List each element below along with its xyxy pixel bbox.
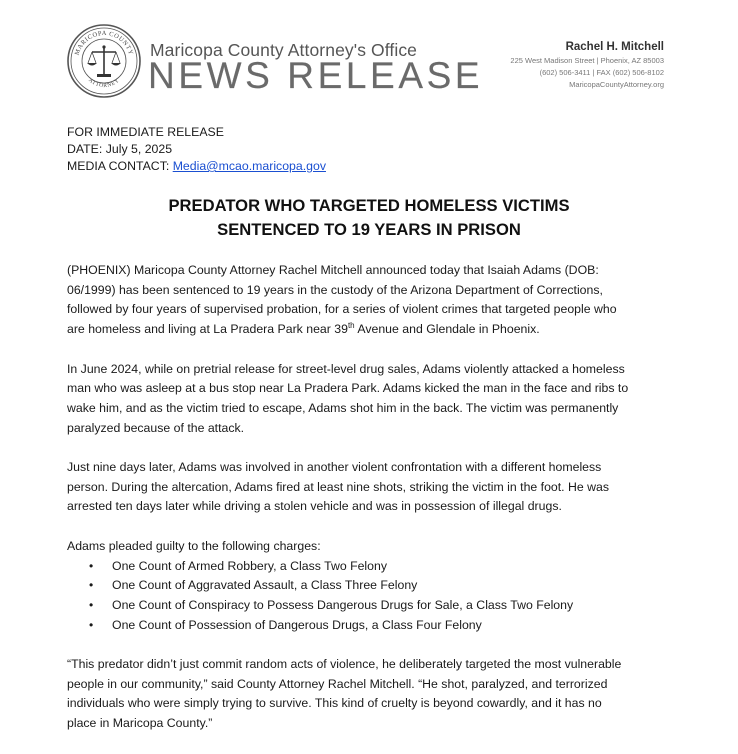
bullet-icon: • [89,558,94,573]
p3-line-3: arrested ten days later while driving a stolen vehicle and was in possession of illegal drugs. [67,499,562,514]
release-meta [67,124,326,175]
headline-line-1: PREDATOR WHO TARGETED HOMELESS VICTIMS [168,196,570,215]
office-contact-block [510,40,664,91]
article-body [67,261,677,754]
p3-line-2: person. During the altercation, Adams fired at least nine shots, striking the victim in the foot. He was [67,479,610,494]
p1-line-1: (PHOENIX) Maricopa County Attorney Rachel Mitchell announced today that Isaiah Adams (DOB: [67,263,599,277]
office-phone-fax: (602) 506-3411 | FAX (602) 506-8102 [539,68,664,77]
quote-line-2: people in our community,” said County Attorney Rachel Mitchell. “He shot, paralyzed, and terrorized [67,676,608,691]
p2-line-1: In June 2024, while on pretrial release for street-level drug sales, Adams violently attacked a homeless [67,361,625,376]
immediate-release-line: FOR IMMEDIATE RELEASE [67,125,224,139]
media-contact-email-link[interactable]: Media@mcao.maricopa.gov [172,159,326,173]
list-item [67,596,677,616]
seal-bottom-text: ATTORNEY [87,77,121,90]
date-value: July 5, 2025 [105,142,173,156]
charge-text: One Count of Possession of Dangerous Drugs, a Class Four Felony [112,617,482,632]
ordinal-suffix: th [347,321,355,331]
p3-line-1: Just nine days later, Adams was involved in another violent confrontation with a different homeless [67,460,602,474]
charge-text: One Count of Conspiracy to Possess Dangerous Drugs for Sale, a Class Two Felony [112,597,574,612]
letterhead [0,0,738,110]
seal-top-text: MARICOPA COUNTY [73,29,135,57]
quote-line-3: individuals who were simply trying to survive. This kind of cruelty is beyond cowardly, and it has no [67,696,602,711]
p1-line-4-end: Avenue and Glendale in Phoenix. [354,322,540,337]
p2-line-2: man who was asleep at a bus stop near La Pradera Park. Adams kicked the man in the face and ribs to [67,381,629,396]
list-item [67,576,677,596]
charges-list [67,557,677,636]
charge-text: One Count of Armed Robbery, a Class Two Felony [112,558,387,573]
date-label: DATE: [67,142,103,156]
quote-line-4: place in Maricopa County.” [67,716,213,731]
news-release-title: NEWS RELEASE [148,55,484,96]
attorney-name: Rachel H. Mitchell [565,41,664,53]
office-website: MaricopaCountyAttorney.org [569,80,664,89]
p2-line-3: wake him, and as the victim tried to escape, Adams shot him in the back. The victim was permanently [67,400,619,415]
p1-line-3: followed by four years of supervised probation, for a series of violent crimes that targeted people who [67,302,617,317]
paragraph-first-attack [67,360,677,439]
charge-text: One Count of Aggravated Assault, a Class Three Felony [112,578,418,593]
headline-line-2: SENTENCED TO 19 YEARS IN PRISON [217,220,521,239]
office-address: 225 West Madison Street | Phoenix, AZ 85003 [510,56,664,65]
media-contact-label: MEDIA CONTACT: [67,159,170,173]
p1-line-4: are homeless and living at La Pradera Park near 39 [67,322,348,337]
headline [0,194,738,242]
list-item [67,557,677,577]
paragraph-second-attack [67,458,677,517]
release-date-line [67,141,326,158]
media-contact-line [67,158,326,175]
county-attorney-seal [66,23,142,99]
paragraph-announcement [67,261,677,340]
office-name: Maricopa County Attorney's Office [150,40,417,60]
p1-line-2: 06/1999) has been sentenced to 19 years in the custody of the Arizona Department of Corrections, [67,282,603,297]
p2-line-4: paralyzed because of the attack. [67,420,245,435]
list-item [67,616,677,636]
quote-line-1: “This predator didn’t just commit random acts of violence, he deliberately targeted the most vulnerable [67,657,622,671]
scales-of-justice-icon [66,23,142,99]
paragraph-quote [67,655,677,734]
bullet-icon: • [89,578,94,593]
bullet-icon: • [89,617,94,632]
charges-intro: Adams pleaded guilty to the following charges: [67,538,321,553]
bullet-icon: • [89,597,94,612]
svg-text:ATTORNEY [87,78,121,90]
